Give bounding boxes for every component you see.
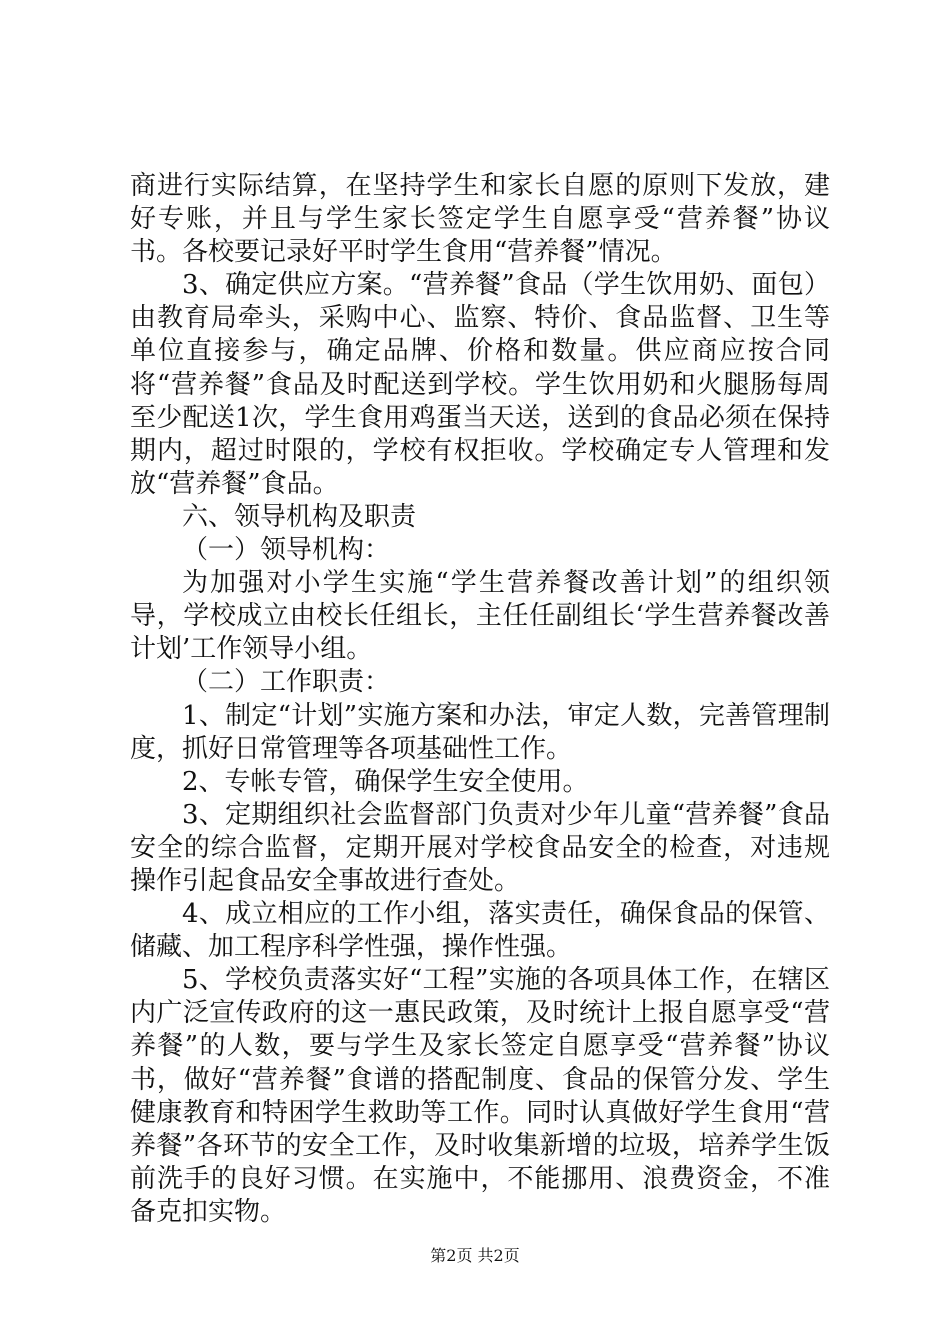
duty-item-5: 5、学校负责落实好“工程”实施的各项具体工作，在辖区内广泛宣传政府的这一惠民政策，及时统计上报自愿享受“营养餐”的人数，要与学生及家长签定自愿享受“营养餐”协议书，做好“营养餐”食谱的搭配制度、食品的保管分发、学生健康教育和特困学生救助等工作。同时认真做好学生食用“营养餐”各环节的安全工作，及时收集新增的垃圾，培养学生饭前洗手的良好习惯。在实施中，不能挪用、浪费资金，不准备克扣实物。 <box>130 965 830 1227</box>
page-footer <box>0 1246 950 1266</box>
duty-item-4: 4、成立相应的工作小组，落实责任，确保食品的保管、储藏、加工程序科学性强，操作性强。 <box>130 899 830 963</box>
document-body <box>130 170 830 1229</box>
paragraph-supply-plan: 3、确定供应方案。“营养餐”食品（学生饮用奶、面包）由教育局牵头，采购中心、监察、特价、食品监督、卫生等单位直接参与，确定品牌、价格和数量。供应商应按合同将“营养餐”食品及时配送到学校。学生饮用奶和火腿肠每周至少配送1次，学生食用鸡蛋当天送，送到的食品必须在保持期内，超过时限的，学校有权拒收。学校确定专人管理和发放“营养餐”食品。 <box>130 270 830 499</box>
duty-item-1: 1、制定“计划”实施方案和办法，审定人数，完善管理制度，抓好日常管理等各项基础性工作。 <box>130 700 830 764</box>
duty-item-2: 2、专帐专管，确保学生安全使用。 <box>182 766 589 797</box>
duty-item-3: 3、定期组织社会监督部门负责对少年儿童“营养餐”食品安全的综合监督，定期开展对学校食品安全的检查，对违规操作引起食品安全事故进行查处。 <box>130 799 830 896</box>
paragraph-settlement: 商进行实际结算，在坚持学生和家长自愿的原则下发放，建好专账，并且与学生家长签定学生自愿享受“营养餐”协议书。各校要记录好平时学生食用“营养餐”情况。 <box>130 171 830 268</box>
section-heading-leadership: 六、领导机构及职责 <box>182 501 417 532</box>
page-number-label: 第2页 共2页 <box>430 1246 520 1265</box>
subheading-duties: （二）工作职责： <box>182 667 391 698</box>
paragraph-leadership-group: 为加强对小学生实施“学生营养餐改善计划”的组织领导，学校成立由校长任组长，主任任副组长‘学生营养餐改善计划’工作领导小组。 <box>130 568 830 665</box>
subheading-leadership-body: （一）领导机构： <box>182 535 391 566</box>
